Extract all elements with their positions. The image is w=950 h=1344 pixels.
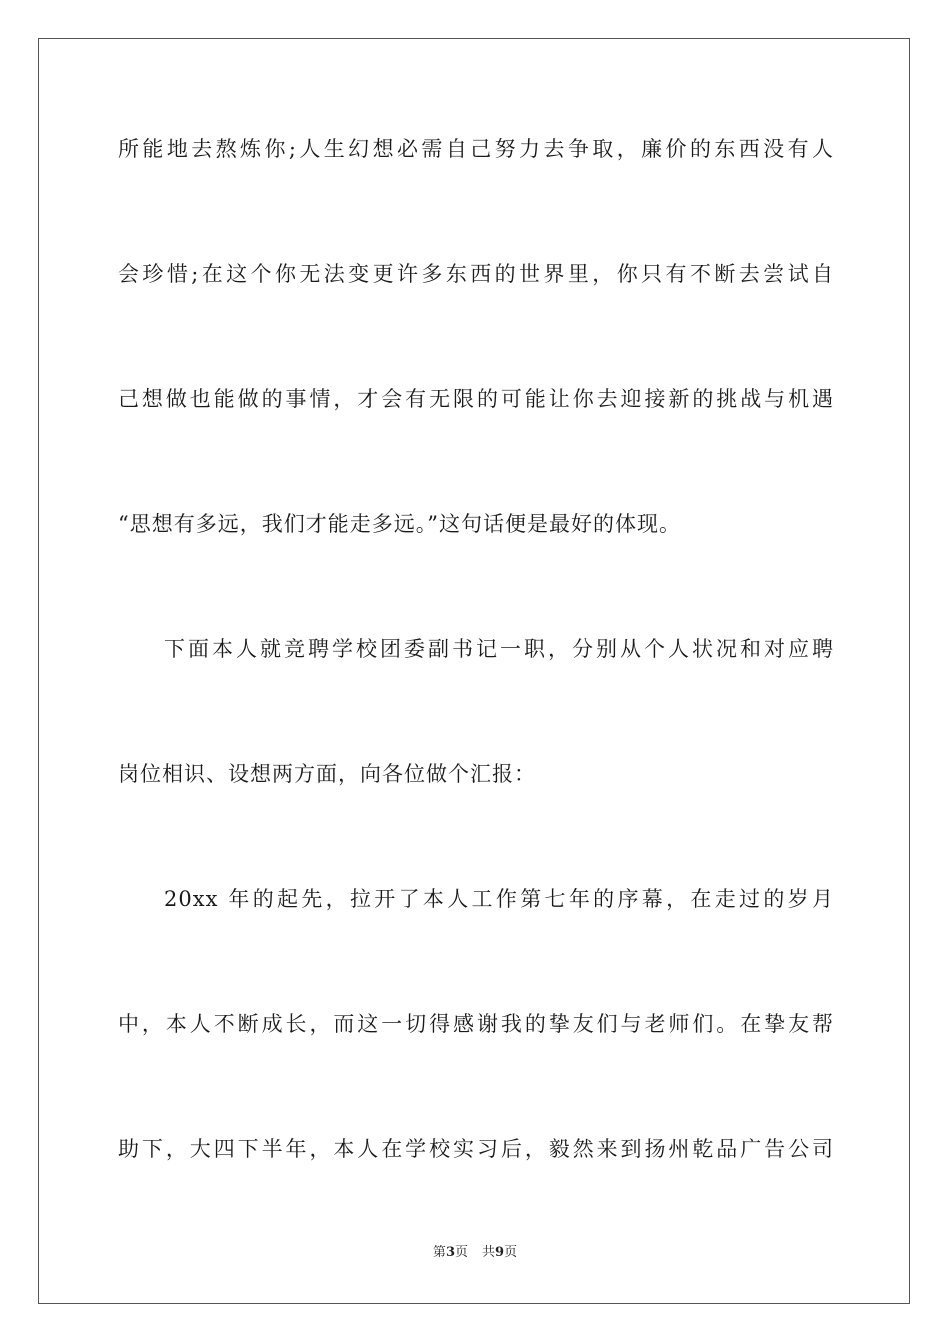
body-line-1: 所能地去熬炼你;人生幻想必需自己努力去争取，廉价的东西没有人 xyxy=(118,137,834,161)
total-suffix: 页 xyxy=(504,1245,518,1260)
body-line-7: 20xx 年的起先，拉开了本人工作第七年的序幕，在走过的岁月 xyxy=(164,887,834,911)
page-border xyxy=(38,38,910,1304)
page-prefix: 第 xyxy=(432,1245,446,1260)
body-line-6: 岗位相识、设想两方面，向各位做个汇报： xyxy=(118,762,536,786)
current-page-number: 3 xyxy=(445,1245,455,1260)
body-line-5: 下面本人就竞聘学校团委副书记一职，分别从个人状况和对应聘 xyxy=(164,637,834,661)
body-line-2: 会珍惜;在这个你无法变更许多东西的世界里，你只有不断去尝试自 xyxy=(118,262,834,286)
page-suffix: 页 xyxy=(454,1245,468,1260)
body-line-9: 助下，大四下半年，本人在学校实习后，毅然来到扬州乾品广告公司 xyxy=(118,1137,834,1161)
total-prefix: 共 xyxy=(482,1245,496,1260)
body-line-4: “思想有多远，我们才能走多远。”这句话便是最好的体现。 xyxy=(118,512,681,536)
page-footer xyxy=(0,1244,950,1262)
body-line-3: 己想做也能做的事情，才会有无限的可能让你去迎接新的挑战与机遇 xyxy=(118,387,834,411)
total-page-count: 9 xyxy=(495,1245,505,1260)
body-line-8: 中，本人不断成长，而这一切得感谢我的挚友们与老师们。在挚友帮 xyxy=(118,1012,834,1036)
